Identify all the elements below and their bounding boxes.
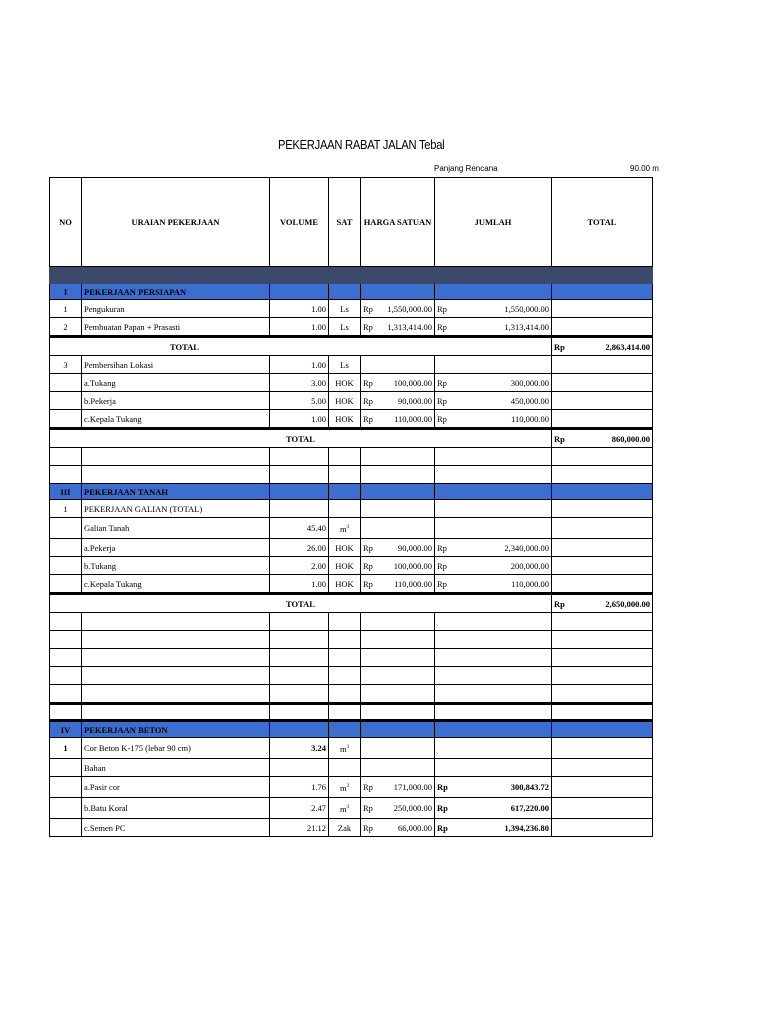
cell-uraian: PEKERJAAN GALIAN (TOTAL) [82,500,270,518]
cell-uraian: Pengukuran [82,300,270,318]
total-value: 860,000.00 [611,433,650,444]
harga-value: 100,000.00 [393,560,432,571]
cell-uraian: b.Tukang [82,557,270,575]
cell-uraian: c.Kepala Tukang [82,575,270,594]
cell-harga [361,819,435,837]
cell-uraian: Pembuatan Papan + Prasasti [82,318,270,337]
cell-harga [361,392,435,410]
cell-harga [361,798,435,819]
header-total: TOTAL [552,178,653,267]
cell-no: 1 [50,738,82,759]
cell-uraian: a.Pasir cor [82,777,270,798]
currency-label: Rp [554,433,565,444]
sat-sup: 3 [346,744,350,750]
currency-label: Rp [437,377,447,388]
harga-value: 90,000.00 [398,395,432,406]
table-row [50,759,653,777]
sat-unit: m [339,743,347,754]
empty-row [50,613,653,631]
harga-value: 110,000.00 [394,578,432,589]
jumlah-value: 110,000.00 [511,413,549,424]
total-cell [552,429,653,448]
cell-jumlah [435,819,552,837]
sat-unit: m [339,523,347,534]
cell-volume: 1.00 [270,300,329,318]
empty-row [50,704,653,721]
rab-table [49,177,653,837]
cell-no: 1 [50,300,82,318]
cell-sat: HOK [329,374,361,392]
cell-jumlah [435,557,552,575]
cell-uraian: b.Batu Koral [82,798,270,819]
cell-uraian: a.Tukang [82,374,270,392]
cell-volume: 1.00 [270,318,329,337]
sat-sup: 3 [346,804,350,810]
panjang-value: 90.00 m [630,164,659,173]
jumlah-value: 1,394,236.80 [504,822,549,833]
cell-jumlah [435,410,552,429]
currency-label: Rp [363,377,373,388]
jumlah-value: 617,220.00 [510,803,549,813]
cell-volume: 45.40 [270,518,329,539]
cell-uraian: Bahan [82,759,270,777]
currency-label: Rp [363,303,373,314]
cell-harga [361,777,435,798]
currency-label: Rp [363,822,373,833]
currency-label: Rp [363,413,373,424]
table-row [50,300,653,318]
currency-label: Rp [437,578,447,589]
cell-sat: HOK [329,575,361,594]
currency-label: Rp [363,782,373,792]
cell-sat: HOK [329,557,361,575]
currency-label: Rp [363,560,373,571]
cell-no: 2 [50,318,82,337]
jumlah-value: 1,550,000.00 [504,303,549,314]
cell-sat: HOK [329,539,361,557]
cell-jumlah [435,539,552,557]
harga-value: 100,000.00 [393,377,432,388]
table-row [50,819,653,837]
currency-label: Rp [363,803,373,813]
empty-row [50,685,653,704]
total-label: TOTAL [50,429,552,448]
cell-no: 3 [50,356,82,374]
table-row [50,738,653,759]
cell-uraian: Galian Tanah [82,518,270,539]
currency-label: Rp [437,782,448,792]
total-cell [552,594,653,613]
cell-jumlah [435,392,552,410]
total-cell [552,337,653,356]
cell-jumlah [435,575,552,594]
currency-label: Rp [437,822,448,833]
empty-row [50,448,653,466]
table-row [50,318,653,337]
sat-sup: 3 [346,524,350,530]
currency-label: Rp [554,598,565,609]
table-row [50,539,653,557]
cell-volume: 1.00 [270,410,329,429]
total-label: TOTAL [50,594,552,613]
section-row [50,721,653,738]
cell-sat [329,777,361,798]
cell-sat [329,518,361,539]
section-title: PEKERJAAN PERSIAPAN [82,284,270,300]
cell-harga [361,557,435,575]
sat-unit: m [339,782,347,793]
section-no: III [50,484,82,500]
cell-sat: HOK [329,410,361,429]
total-row [50,337,653,356]
total-row [50,594,653,613]
header-volume: VOLUME [270,178,329,267]
jumlah-value: 110,000.00 [511,578,549,589]
header-harga: HARGA SATUAN [361,178,435,267]
currency-label: Rp [437,321,447,332]
cell-harga [361,374,435,392]
currency-label: Rp [437,560,447,571]
cell-jumlah [435,318,552,337]
section-title: PEKERJAAN BETON [82,721,270,738]
table-row [50,410,653,429]
header-uraian: URAIAN PEKERJAAN [82,178,270,267]
empty-row [50,466,653,484]
total-value: 2,650,000.00 [605,598,650,609]
harga-value: 1,550,000.00 [387,303,432,314]
currency-label: Rp [437,803,448,813]
total-label: TOTAL [50,337,552,356]
currency-label: Rp [363,321,373,332]
cell-no: 1 [50,500,82,518]
jumlah-value: 2,340,000.00 [504,542,549,553]
empty-row [50,631,653,649]
page-title: PEKERJAAN RABAT JALAN Tebal [278,137,445,152]
section-title: PEKERJAAN TANAH [82,484,270,500]
header-row [50,178,653,267]
currency-label: Rp [554,341,565,352]
cell-volume: 2.00 [270,557,329,575]
table-row [50,356,653,374]
currency-label: Rp [363,542,373,553]
sat-sup: 3 [346,783,350,789]
table-row [50,374,653,392]
cell-harga [361,300,435,318]
table-row [50,500,653,518]
empty-row [50,649,653,667]
currency-label: Rp [363,578,373,589]
cell-sat [329,798,361,819]
header-jumlah: JUMLAH [435,178,552,267]
harga-value: 90,000.00 [398,542,432,553]
harga-value: 250,000.00 [393,803,432,813]
table-row [50,575,653,594]
sat-unit: m [339,803,347,814]
harga-value: 110,000.00 [394,413,432,424]
currency-label: Rp [437,303,447,314]
currency-label: Rp [437,542,447,553]
header-sat: SAT [329,178,361,267]
harga-value: 1,313,414.00 [387,321,432,332]
jumlah-value: 300,000.00 [510,377,549,388]
section-row [50,284,653,300]
cell-sat: Ls [329,356,361,374]
cell-volume: 1.00 [270,356,329,374]
section-no: I [50,284,82,300]
cell-uraian: c.Kepala Tukang [82,410,270,429]
cell-volume: 21.12 [270,819,329,837]
cell-sat: Ls [329,300,361,318]
panjang-label: Panjang Rencana [434,164,498,173]
jumlah-value: 200,000.00 [510,560,549,571]
cell-jumlah [435,777,552,798]
section-row [50,484,653,500]
table-row [50,777,653,798]
table-row [50,392,653,410]
harga-value: 66,000.00 [398,822,432,833]
jumlah-value: 300,843.72 [510,782,549,792]
total-value: 2,863,414.00 [605,341,650,352]
cell-sat: HOK [329,392,361,410]
cell-uraian: a.Pekerja [82,539,270,557]
cell-jumlah [435,300,552,318]
cell-harga [361,318,435,337]
cell-volume: 1.00 [270,575,329,594]
total-row [50,429,653,448]
currency-label: Rp [437,395,447,406]
cell-uraian: Pembersihan Lokasi [82,356,270,374]
spacer-row [50,267,653,284]
cell-harga [361,575,435,594]
cell-sat: Zak [329,819,361,837]
cell-volume: 3.24 [270,738,329,759]
currency-label: Rp [363,395,373,406]
section-no: IV [50,721,82,738]
table-row [50,518,653,539]
cell-uraian: c.Semen PC [82,819,270,837]
harga-value: 171,000.00 [393,782,432,792]
cell-sat: Ls [329,318,361,337]
cell-volume: 1.76 [270,777,329,798]
cell-jumlah [435,374,552,392]
cell-uraian: b.Pekerja [82,392,270,410]
cell-volume: 3.00 [270,374,329,392]
jumlah-value: 450,000.00 [510,395,549,406]
cell-volume: 2.47 [270,798,329,819]
cell-volume: 5.00 [270,392,329,410]
empty-row [50,667,653,685]
cell-volume: 26.00 [270,539,329,557]
table-row [50,557,653,575]
cell-sat [329,738,361,759]
table-row [50,798,653,819]
cell-harga [361,410,435,429]
currency-label: Rp [437,413,447,424]
cell-jumlah [435,798,552,819]
cell-harga [361,539,435,557]
header-no: NO [50,178,82,267]
cell-uraian: Cor Beton K-175 (lebar 90 cm) [82,738,270,759]
jumlah-value: 1,313,414.00 [504,321,549,332]
